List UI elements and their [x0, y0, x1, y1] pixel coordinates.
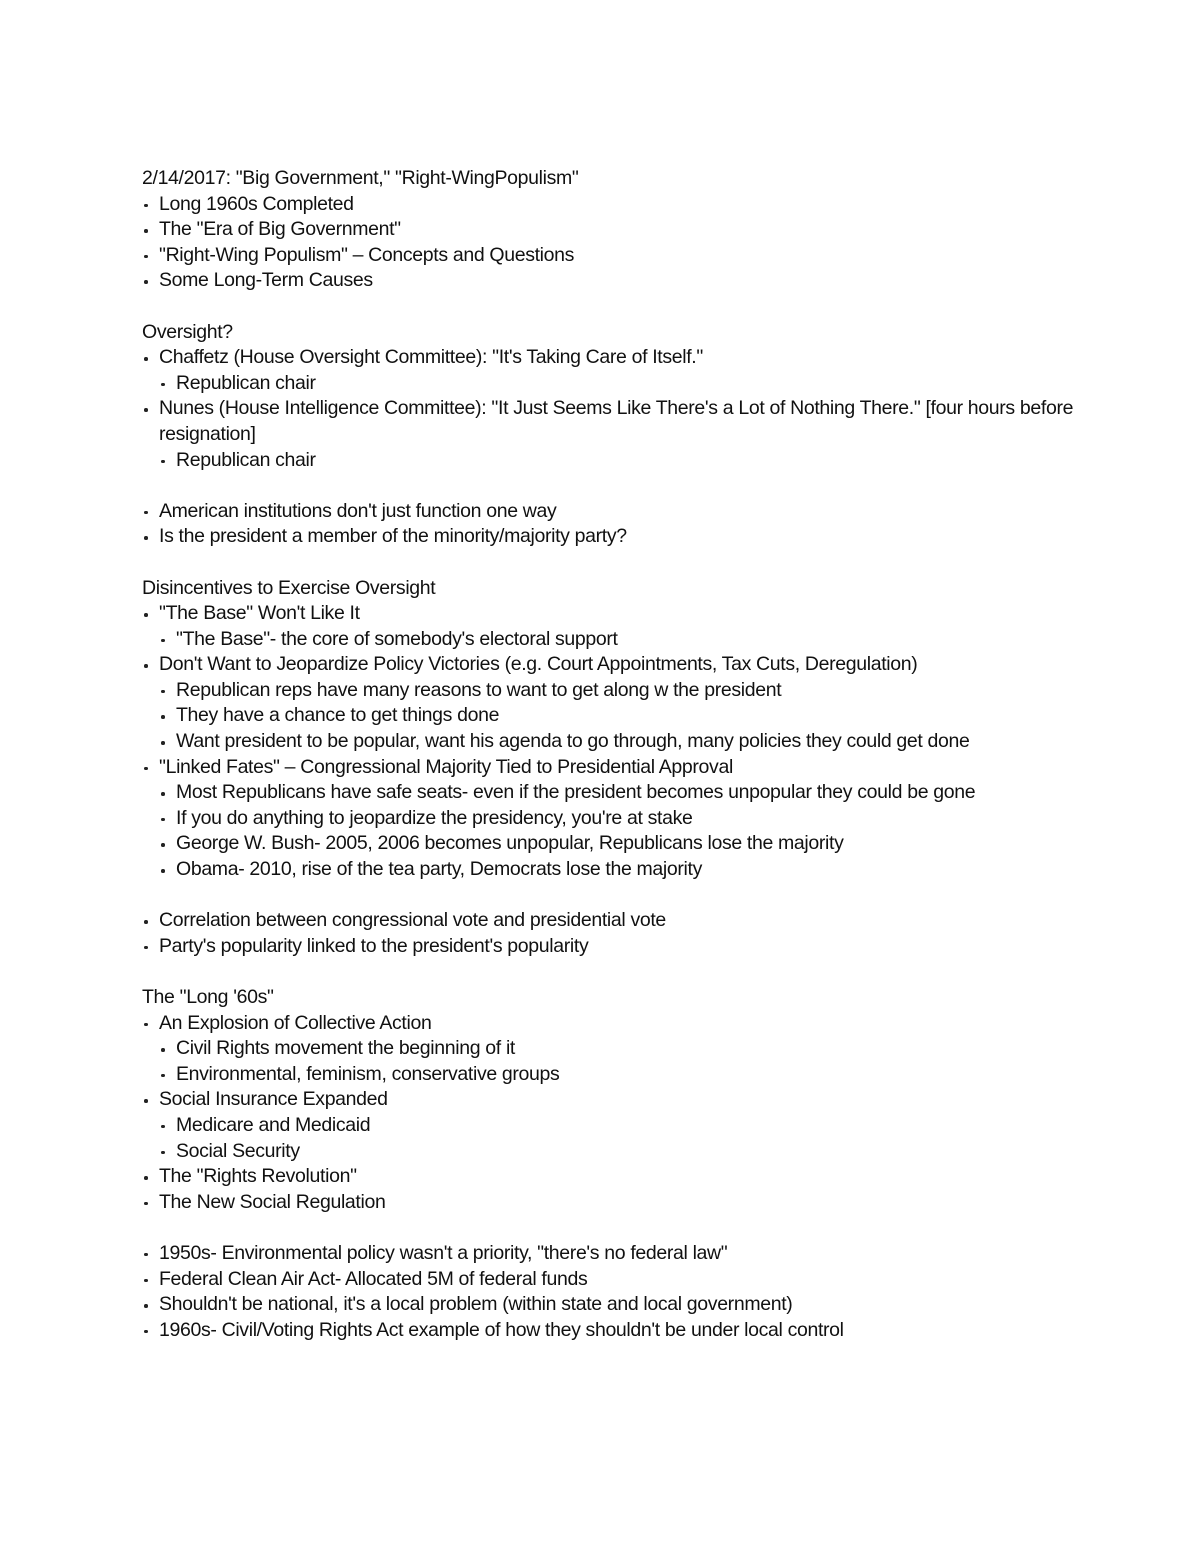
- bullet-list: [142, 1011, 1142, 1216]
- bullet-list: [142, 345, 1142, 473]
- sub-list-item: Environmental, feminism, conservative groups: [142, 1062, 1142, 1088]
- bullet-list: [142, 601, 1142, 883]
- sub-list-item: Obama- 2010, rise of the tea party, Democrats lose the majority: [142, 857, 1142, 883]
- list-item: An Explosion of Collective Action: [142, 1011, 1142, 1037]
- list-item: American institutions don't just function one way: [142, 499, 1142, 525]
- list-item: Some Long-Term Causes: [142, 268, 1142, 294]
- sub-list-item: Civil Rights movement the beginning of it: [142, 1036, 1142, 1062]
- spacer: [142, 883, 1142, 909]
- list-item: "Linked Fates" – Congressional Majority Tied to Presidential Approval: [142, 755, 1142, 781]
- sub-list-item: Want president to be popular, want his agenda to go through, many policies they could get done: [142, 729, 1142, 755]
- sub-list-item: Most Republicans have safe seats- even if the president becomes unpopular they could be gone: [142, 780, 1142, 806]
- list-item: The "Era of Big Government": [142, 217, 1142, 243]
- list-item: 1950s- Environmental policy wasn't a priority, "there's no federal law": [142, 1241, 1142, 1267]
- list-item: Nunes (House Intelligence Committee): "It Just Seems Like There's a Lot of Nothing There." [four hours before resignation]: [142, 396, 1142, 447]
- spacer: [142, 1215, 1142, 1241]
- sub-list-item: They have a chance to get things done: [142, 703, 1142, 729]
- bullet-list: [142, 1241, 1142, 1343]
- section-heading: 2/14/2017: "Big Government," "Right-WingPopulism": [142, 167, 579, 189]
- spacer: [142, 550, 1142, 576]
- list-item: "The Base" Won't Like It: [142, 601, 1142, 627]
- list-item: Chaffetz (House Oversight Committee): "It's Taking Care of Itself.": [142, 345, 1142, 371]
- list-item: Is the president a member of the minority/majority party?: [142, 524, 1142, 550]
- sub-list-item: If you do anything to jeopardize the presidency, you're at stake: [142, 806, 1142, 832]
- list-item: Social Insurance Expanded: [142, 1087, 1142, 1113]
- section-heading: The "Long '60s": [142, 986, 274, 1008]
- bullet-list: [142, 908, 1142, 959]
- list-item: Don't Want to Jeopardize Policy Victories (e.g. Court Appointments, Tax Cuts, Deregulation): [142, 652, 1142, 678]
- spacer: [142, 294, 1142, 320]
- list-item: The New Social Regulation: [142, 1190, 1142, 1216]
- spacer: [142, 473, 1142, 499]
- spacer: [142, 959, 1142, 985]
- notes-page: [142, 166, 1142, 1343]
- sub-list-item: Republican chair: [142, 371, 1142, 397]
- sub-list-item: Social Security: [142, 1139, 1142, 1165]
- bullet-list: [142, 192, 1142, 294]
- sub-list-item: Republican chair: [142, 448, 1142, 474]
- sub-list-item: Republican reps have many reasons to want to get along w the president: [142, 678, 1142, 704]
- list-item: "Right-Wing Populism" – Concepts and Questions: [142, 243, 1142, 269]
- list-item: Shouldn't be national, it's a local problem (within state and local government): [142, 1292, 1142, 1318]
- list-item: Federal Clean Air Act- Allocated 5M of federal funds: [142, 1267, 1142, 1293]
- list-item: 1960s- Civil/Voting Rights Act example of how they shouldn't be under local control: [142, 1318, 1142, 1344]
- sub-list-item: "The Base"- the core of somebody's electoral support: [142, 627, 1142, 653]
- section-heading: Oversight?: [142, 320, 233, 343]
- section-heading: Disincentives to Exercise Oversight: [142, 576, 436, 599]
- sub-list-item: Medicare and Medicaid: [142, 1113, 1142, 1139]
- bullet-list: [142, 499, 1142, 550]
- list-item: The "Rights Revolution": [142, 1164, 1142, 1190]
- sub-list-item: George W. Bush- 2005, 2006 becomes unpopular, Republicans lose the majority: [142, 831, 1142, 857]
- list-item: Correlation between congressional vote and presidential vote: [142, 908, 1142, 934]
- list-item: Party's popularity linked to the president's popularity: [142, 934, 1142, 960]
- list-item: Long 1960s Completed: [142, 192, 1142, 218]
